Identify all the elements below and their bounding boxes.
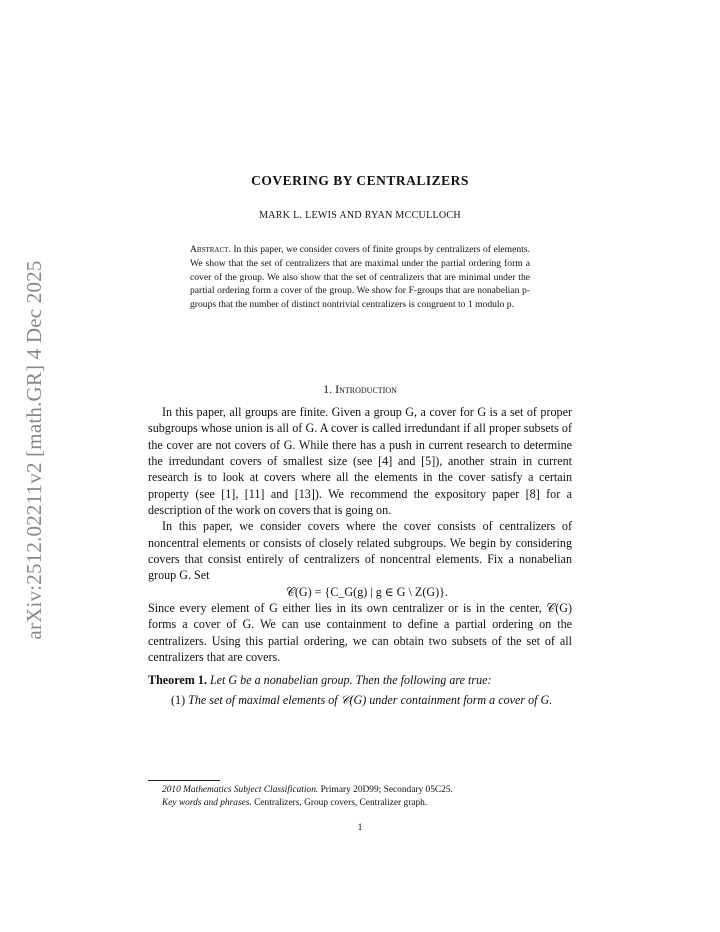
section-number: 1.: [323, 382, 333, 396]
paragraph-3: Since every element of G either lies in its own centralizer or is in the center, 𝒞(G) forms a cover of G. We can use containment to define a partial ordering on the centralizers. Using this partial ordering, we can obtain two subsets of the set of all centralizers that are covers.: [148, 601, 572, 665]
theorem-1: [148, 672, 572, 688]
msc-codes: Primary 20D99; Secondary 05C25.: [320, 785, 453, 795]
theorem-item-number: (1): [171, 692, 186, 707]
paragraph-2: In this paper, we consider covers where the cover consists of centralizers of noncentral elements or consists of closely related subgroups. We begin by considering covers that consist entirely of centralizers of noncentral elements. Fix a nonabelian group G. Set: [148, 519, 572, 583]
abstract-heading: Abstract.: [190, 244, 231, 255]
keywords-text: Centralizers, Group covers, Centralizer graph.: [254, 798, 428, 808]
paper-title: COVERING BY CENTRALIZERS: [251, 173, 469, 188]
arxiv-identifier-text: arXiv:2512.02211v2 [math.GR] 4 Dec 2025: [22, 260, 46, 640]
theorem-item-1: [148, 692, 572, 708]
footnote-keywords: [148, 797, 572, 810]
equation-centralizer-set: 𝒞(G) = {C_G(g) | g ∈ G \ Z(G)}.: [286, 584, 448, 599]
arxiv-identifier: [20, 250, 48, 650]
theorem-item-text: The set of maximal elements of 𝒞(G) under containment form a cover of G.: [188, 692, 553, 707]
page-number: 1: [357, 822, 363, 833]
footnote-rule: [148, 780, 220, 781]
abstract: [190, 243, 530, 312]
section-title: Introduction: [335, 382, 397, 396]
section-heading: [148, 382, 572, 397]
footnotes: [148, 784, 572, 810]
theorem-label: Theorem 1.: [148, 672, 207, 687]
msc-label: 2010 Mathematics Subject Classification.: [162, 785, 319, 795]
footnote-msc: [148, 784, 572, 797]
body-text: [148, 404, 572, 708]
keywords-label: Key words and phrases.: [162, 798, 252, 808]
abstract-text: In this paper, we consider covers of finite groups by centralizers of elements. We show that the set of centralizers that are maximal under the partial ordering form a cover of the group. We also show that the set of centralizers that are minimal under the partial ordering form a cover of the group. We show for F-groups that are nonabelian p-groups that the number of distinct nontrivial centralizers is congruent to 1 modulo p.: [190, 244, 530, 311]
paper-authors: MARK L. LEWIS AND RYAN MCCULLOCH: [259, 210, 461, 221]
theorem-statement: Let G be a nonabelian group. Then the following are true:: [209, 672, 492, 687]
paragraph-1: In this paper, all groups are finite. Given a group G, a cover for G is a set of proper subgroups whose union is all of G. A cover is called irredundant if all proper subsets of the cover are not covers of G. While there has a push in current research to determine the irredundant covers of smallest size (see [4] and [5]), another strain in current research is to look at covers where all the elements in the cover satisfy a certain property (see [1], [11] and [13]). We recommend the expository paper [8] for a description of the work on covers that is going on.: [148, 405, 572, 518]
